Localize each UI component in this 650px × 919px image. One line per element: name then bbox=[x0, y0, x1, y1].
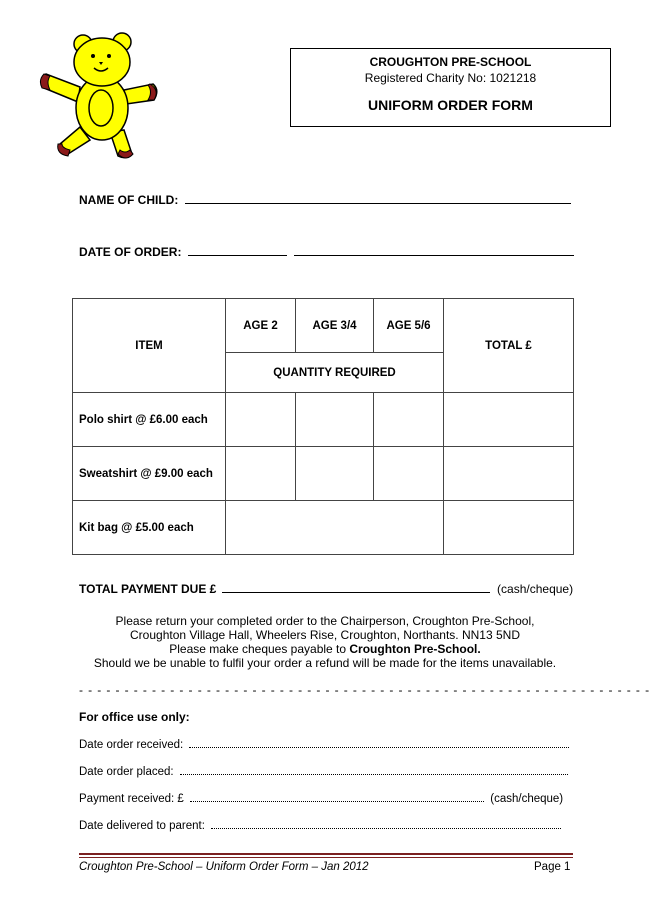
age-2-header: AGE 2 bbox=[226, 299, 296, 353]
teddy-bear-icon bbox=[38, 32, 166, 162]
office-placed-label: Date order placed: bbox=[79, 766, 174, 778]
total-payment-field[interactable] bbox=[222, 580, 490, 593]
qty-cell[interactable] bbox=[226, 393, 296, 447]
school-name: CROUGHTON PRE-SCHOOL bbox=[369, 55, 532, 69]
office-use-title: For office use only: bbox=[79, 710, 190, 724]
return-instructions bbox=[60, 614, 590, 670]
qty-cell[interactable] bbox=[374, 447, 444, 501]
qty-cell[interactable] bbox=[296, 393, 374, 447]
total-payment-suffix: (cash/cheque) bbox=[497, 582, 574, 596]
note-line-2: Croughton Village Hall, Wheelers Rise, Croughton, Northants. NN13 5ND bbox=[130, 628, 520, 642]
qty-cell[interactable] bbox=[226, 447, 296, 501]
office-placed-field[interactable] bbox=[180, 764, 568, 775]
total-payment-row bbox=[79, 580, 573, 596]
note-line-1: Please return your completed order to the Chairperson, Croughton Pre-School, bbox=[115, 614, 535, 628]
form-title: UNIFORM ORDER FORM bbox=[368, 97, 533, 113]
charity-number: Registered Charity No: 1021218 bbox=[364, 71, 537, 85]
office-payment-suffix: (cash/cheque) bbox=[490, 793, 564, 805]
item-polo: Polo shirt @ £6.00 each bbox=[73, 393, 226, 447]
note-line-3 bbox=[60, 642, 590, 656]
office-delivered-field[interactable] bbox=[211, 818, 561, 829]
qty-cell[interactable] bbox=[226, 501, 444, 555]
qty-cell[interactable] bbox=[296, 447, 374, 501]
page-number: Page 1 bbox=[534, 861, 571, 873]
table-row bbox=[73, 393, 574, 447]
child-name-label: NAME OF CHILD: bbox=[79, 193, 179, 207]
quantity-header: QUANTITY REQUIRED bbox=[226, 353, 444, 393]
office-delivered-row bbox=[79, 818, 561, 832]
table-row bbox=[73, 501, 574, 555]
age-5-6-header: AGE 5/6 bbox=[374, 299, 444, 353]
table-row bbox=[73, 447, 574, 501]
office-received-field[interactable] bbox=[189, 737, 569, 748]
order-table bbox=[72, 298, 574, 555]
office-payment-row bbox=[79, 791, 563, 805]
office-placed-row bbox=[79, 764, 568, 778]
total-payment-label: TOTAL PAYMENT DUE £ bbox=[79, 582, 217, 596]
footer-title: Croughton Pre-School – Uniform Order Form – Jan 2012 bbox=[79, 861, 369, 873]
office-delivered-label: Date delivered to parent: bbox=[79, 820, 205, 832]
child-name-row bbox=[79, 191, 571, 207]
header-box bbox=[290, 48, 611, 127]
footer-rule-thin bbox=[79, 857, 573, 858]
payee-name: Croughton Pre-School. bbox=[349, 642, 481, 656]
total-header: TOTAL £ bbox=[444, 299, 574, 393]
office-received-label: Date order received: bbox=[79, 739, 184, 751]
total-cell[interactable] bbox=[444, 393, 574, 447]
office-payment-label: Payment received: £ bbox=[79, 793, 184, 805]
note-line-4: Should we be unable to fulfil your order a refund will be made for the items unavailable. bbox=[93, 656, 557, 670]
total-cell[interactable] bbox=[444, 447, 574, 501]
cut-line: - - - - - - - - - - - - - - - - - - - - - - - - - - - - - - - - - - - - - - - - - - - - - - - - - - - - - - - - - - - - - - - bbox=[79, 683, 650, 697]
age-3-4-header: AGE 3/4 bbox=[296, 299, 374, 353]
footer-rule bbox=[79, 853, 573, 855]
total-cell[interactable] bbox=[444, 501, 574, 555]
order-date-label: DATE OF ORDER: bbox=[79, 245, 182, 259]
item-kit-bag: Kit bag @ £5.00 each bbox=[73, 501, 226, 555]
item-sweatshirt: Sweatshirt @ £9.00 each bbox=[73, 447, 226, 501]
qty-cell[interactable] bbox=[374, 393, 444, 447]
child-name-field[interactable] bbox=[185, 191, 571, 204]
note-line-3-prefix: Please make cheques payable to bbox=[169, 642, 350, 656]
order-date-field[interactable] bbox=[188, 243, 287, 256]
order-date-field-2[interactable] bbox=[294, 243, 574, 256]
item-header: ITEM bbox=[73, 299, 226, 393]
office-payment-field[interactable] bbox=[190, 791, 484, 802]
office-received-row bbox=[79, 737, 569, 751]
order-date-row bbox=[79, 243, 574, 259]
